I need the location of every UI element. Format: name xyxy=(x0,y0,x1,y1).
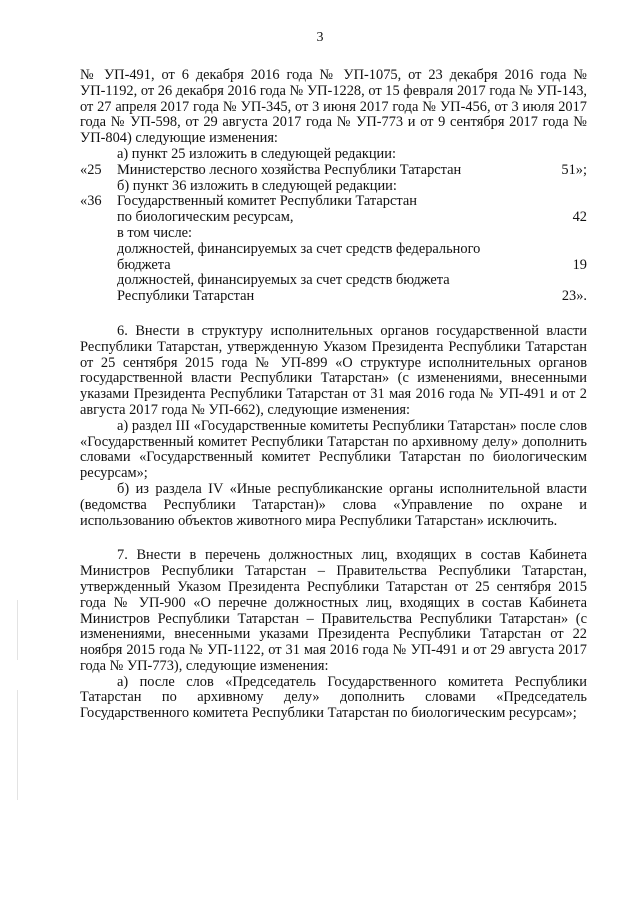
section-6-item-b: б) из раздела IV «Иные республиканские органы исполнительной власти (ведомства Республики Татарстан)» слова «Управление по охране и использованию объектов животного мира Республики Татарстан» исключить. xyxy=(80,480,587,529)
row-name: Республики Татарстан xyxy=(117,288,255,305)
item-a-paragraph: а) пункт 25 изложить в следующей редакции: xyxy=(117,145,396,162)
table-row xyxy=(80,258,587,274)
amendment-table-36 xyxy=(80,194,587,305)
item-b-paragraph: б) пункт 36 изложить в следующей редакции: xyxy=(117,177,397,194)
table-row xyxy=(80,289,587,305)
scan-edge-mark xyxy=(17,690,18,800)
row-value: 23». xyxy=(561,288,587,305)
row-number: «36 xyxy=(80,193,102,210)
intro-paragraph: № УП-491, от 6 декабря 2016 года № УП-1075, от 23 декабря 2016 года № УП-1192, от 26 декабря 2016 года № УП-1228, от 15 февраля 2017 года № УП-143, от 27 апреля 2017 года № УП-345, от 3 июня 2017 года № УП-456, от 3 июля 2017 года № УП-598, от 29 августа 2017 года № УП-773 и от 9 сентября 2017 года № УП-804) следующие изменения: xyxy=(80,67,587,147)
row-value: 19 xyxy=(572,256,587,273)
scan-edge-mark xyxy=(17,600,18,660)
row-name: бюджета xyxy=(117,256,171,273)
table-row xyxy=(80,210,587,226)
table-row xyxy=(80,163,587,179)
table-row xyxy=(80,194,587,210)
section-gap xyxy=(80,529,587,548)
document-body xyxy=(80,68,587,722)
row-name: должностей, финансируемых за счет средств федерального xyxy=(117,240,481,257)
row-name: по биологическим ресурсам, xyxy=(117,209,294,226)
row-value: 51»; xyxy=(561,161,587,178)
row-name: должностей, финансируемых за счет средств бюджета xyxy=(117,272,450,289)
table-row xyxy=(80,226,587,242)
section-6-paragraph: 6. Внести в структуру исполнительных органов государственной власти Республики Татарстан, утвержденную Указом Президента Республики Татарстан от 25 сентября 2015 года № УП-899 «О структуре исполнительных органов государственной власти Республики Татарстан» (с изменениями, внесенными указами Президента Республики Татарстан от 31 мая 2016 года № УП-491 и от 2 августа 2017 года № УП-662), следующие изменения: xyxy=(80,322,587,418)
section-gap xyxy=(80,305,587,324)
table-row xyxy=(80,242,587,258)
section-6-item-a: а) раздел III «Государственные комитеты Республики Татарстан» после слов «Государственный комитет Республики Татарстан по архивному делу» дополнить словами «Государственный комитет Республики Татарстан по биологическим ресурсам»; xyxy=(80,417,587,482)
row-name: в том числе: xyxy=(117,224,193,241)
row-name: Государственный комитет Республики Татарстан xyxy=(117,193,417,210)
section-7-paragraph: 7. Внести в перечень должностных лиц, входящих в состав Кабинета Министров Республики Татарстан – Правительства Республики Татарстан, утвержденный Указом Президента Республики Татарстан от 25 сентября 2015 года № УП-900 «О перечне должностных лиц, входящих в состав Кабинета Министров Республики Татарстан – Правительства Республики Татарстан» (с изменениями, внесенными указами Президента Республики Татарстан от 22 ноября 2015 года № УП-1122, от 31 мая 2016 года № УП-491 и от 29 августа 2017 года № УП-773), следующие изменения: xyxy=(80,547,587,674)
section-7-item-a: а) после слов «Председатель Государственного комитета Республики Татарстан по архивному делу» дополнить словами «Председатель Государственного комитета Республики Татарстан по биологическим ресурсам»; xyxy=(80,673,587,722)
row-number: «25 xyxy=(80,161,102,178)
table-row xyxy=(80,273,587,289)
page-number: 3 xyxy=(316,30,324,45)
row-value: 42 xyxy=(572,209,587,226)
row-name: Министерство лесного хозяйства Республики Татарстан xyxy=(117,161,462,178)
amendment-table-25 xyxy=(80,163,587,179)
